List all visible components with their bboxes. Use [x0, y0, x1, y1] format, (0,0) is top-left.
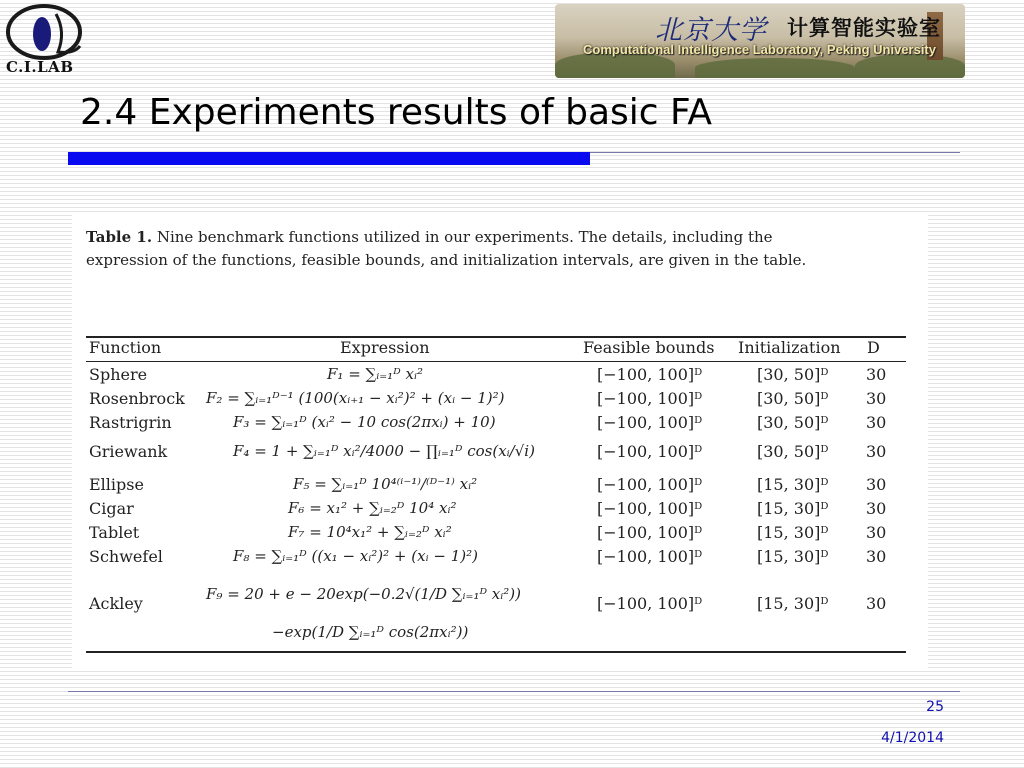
row-bounds: [−100, 100]ᴰ [597, 413, 703, 432]
row-bounds: [−100, 100]ᴰ [597, 475, 703, 494]
row-expression: F₃ = ∑ᵢ₌₁ᴰ (xᵢ² − 10 cos(2πxᵢ) + 10) [233, 413, 496, 431]
row-d: 30 [866, 523, 887, 542]
row-d: 30 [866, 594, 887, 613]
row-bounds: [−100, 100]ᴰ [597, 389, 703, 408]
row-d: 30 [866, 499, 887, 518]
title-accent-bar [68, 152, 590, 165]
row-bounds: [−100, 100]ᴰ [597, 442, 703, 461]
row-function: Cigar [89, 499, 134, 518]
row-d: 30 [866, 389, 887, 408]
header-d: D [867, 338, 880, 357]
row-expression-continued: −exp(1/D ∑ᵢ₌₁ᴰ cos(2πxᵢ²)) [272, 623, 469, 641]
row-function: Rastrigrin [89, 413, 172, 432]
table-figure [72, 214, 928, 670]
row-function: Ackley [89, 594, 143, 613]
logo-text: C.I.LAB [6, 58, 74, 76]
row-expression: F₅ = ∑ᵢ₌₁ᴰ 10⁴⁽ⁱ⁻¹⁾/⁽ᴰ⁻¹⁾ xᵢ² [293, 475, 478, 493]
row-function: Rosenbrock [89, 389, 185, 408]
row-bounds: [−100, 100]ᴰ [597, 365, 703, 384]
slide-date: 4/1/2014 [881, 730, 944, 746]
row-function: Griewank [89, 442, 168, 461]
cilab-logo-icon [4, 2, 94, 62]
row-init: [15, 30]ᴰ [757, 547, 829, 566]
row-function: Tablet [89, 523, 140, 542]
row-expression: F₉ = 20 + e − 20exp(−0.2√(1/D ∑ᵢ₌₁ᴰ xᵢ²)) [206, 585, 521, 603]
row-function: Schwefel [89, 547, 163, 566]
caption-label: Table 1. [86, 228, 153, 246]
table-header-rule [86, 361, 906, 362]
row-function: Sphere [89, 365, 148, 384]
row-expression: F₆ = x₁² + ∑ᵢ₌₂ᴰ 10⁴ xᵢ² [288, 499, 457, 517]
row-d: 30 [866, 413, 887, 432]
header-feasible-bounds: Feasible bounds [583, 338, 715, 357]
page-number: 25 [926, 699, 944, 715]
row-expression: F₈ = ∑ᵢ₌₁ᴰ ((x₁ − xᵢ²)² + (xᵢ − 1)²) [233, 547, 478, 565]
slide-title: 2.4 Experiments results of basic FA [80, 92, 713, 133]
footer-divider [68, 691, 960, 692]
banner-tree-decoration [855, 54, 965, 78]
header-banner [555, 4, 965, 78]
row-expression: F₄ = 1 + ∑ᵢ₌₁ᴰ xᵢ²/4000 − ∏ᵢ₌₁ᴰ cos(xᵢ/√i) [233, 442, 535, 460]
row-init: [30, 50]ᴰ [757, 442, 829, 461]
title-divider [590, 152, 960, 153]
banner-tree-decoration [695, 58, 855, 78]
row-bounds: [−100, 100]ᴰ [597, 499, 703, 518]
row-expression: F₁ = ∑ᵢ₌₁ᴰ xᵢ² [327, 365, 424, 383]
table-bottom-rule [86, 651, 906, 653]
row-bounds: [−100, 100]ᴰ [597, 594, 703, 613]
row-init: [15, 30]ᴰ [757, 475, 829, 494]
row-d: 30 [866, 475, 887, 494]
row-bounds: [−100, 100]ᴰ [597, 547, 703, 566]
table-caption [86, 226, 826, 272]
banner-school-name: 北京大学 [655, 15, 767, 46]
row-init: [15, 30]ᴰ [757, 499, 829, 518]
caption-text: Nine benchmark functions utilized in our experiments. The details, including the expression of the functions, feasible bounds, and initialization intervals, are given in the table. [86, 228, 807, 269]
row-bounds: [−100, 100]ᴰ [597, 523, 703, 542]
header-expression: Expression [340, 338, 430, 357]
row-d: 30 [866, 365, 887, 384]
banner-lab-name: 计算智能实验室 [787, 16, 941, 40]
row-init: [15, 30]ᴰ [757, 523, 829, 542]
header-function: Function [89, 338, 162, 357]
row-d: 30 [866, 547, 887, 566]
row-init: [30, 50]ᴰ [757, 389, 829, 408]
banner-english-name: Computational Intelligence Laboratory, Peking University [583, 42, 936, 57]
row-function: Ellipse [89, 475, 144, 494]
row-init: [15, 30]ᴰ [757, 594, 829, 613]
header-initialization: Initialization [738, 338, 841, 357]
row-d: 30 [866, 442, 887, 461]
row-init: [30, 50]ᴰ [757, 365, 829, 384]
row-expression: F₂ = ∑ᵢ₌₁ᴰ⁻¹ (100(xᵢ₊₁ − xᵢ²)² + (xᵢ − 1)²) [206, 389, 505, 407]
row-expression: F₇ = 10⁴x₁² + ∑ᵢ₌₂ᴰ xᵢ² [288, 523, 452, 541]
row-init: [30, 50]ᴰ [757, 413, 829, 432]
